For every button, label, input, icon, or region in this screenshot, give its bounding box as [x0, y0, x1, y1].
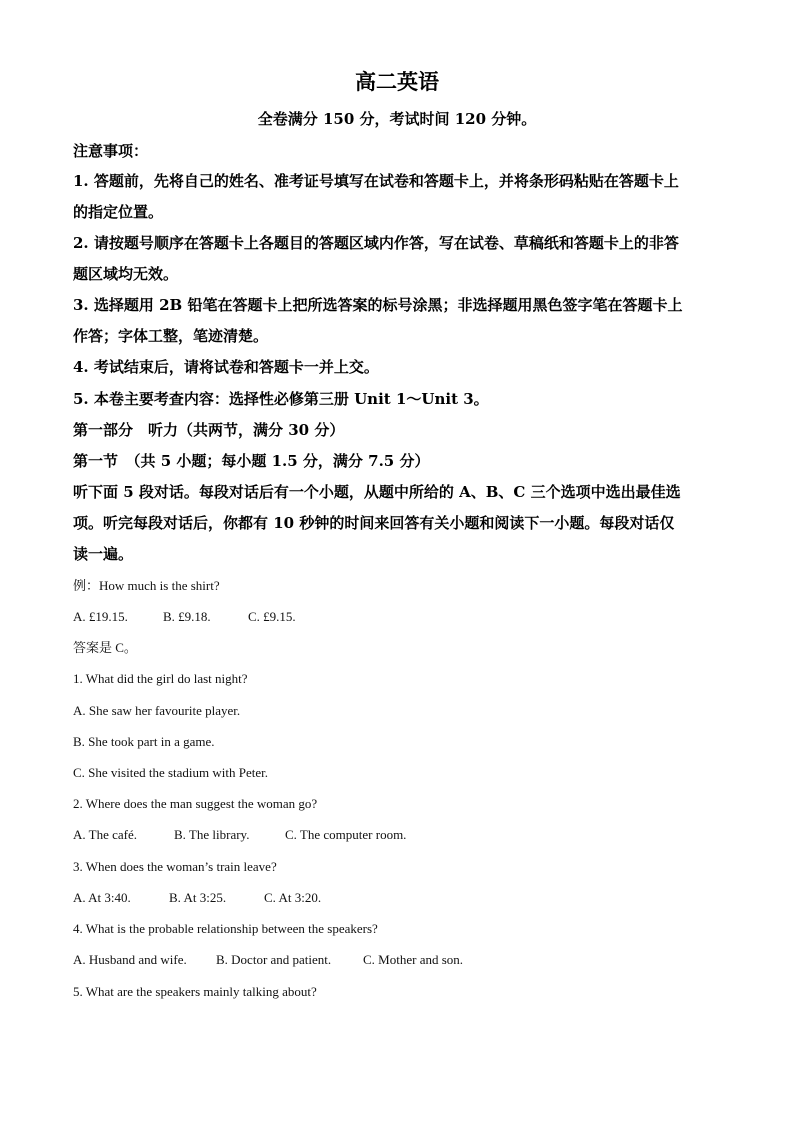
note-5: 5. 本卷主要考查内容：选择性必修第三册 Unit 1～Unit 3。 — [73, 390, 489, 408]
note-3-line-2: 作答；字体工整，笔迹清楚。 — [73, 327, 269, 345]
question-1: 1. What did the girl do last night? — [73, 671, 248, 686]
note-2-line-2: 题区域均无效。 — [73, 265, 179, 283]
question-2: 2. Where does the man suggest the woman go? — [73, 796, 318, 811]
question-4: 4. What is the probable relationship between the speakers? — [73, 921, 378, 936]
question-4-option-c: C. Mother and son. — [363, 952, 464, 967]
note-1-line-1: 1. 答题前，先将自己的姓名、准考证号填写在试卷和答题卡上，并将条形码粘贴在答题卡上 — [73, 172, 679, 190]
example-option-a: A. £19.15. — [73, 609, 128, 624]
page-title: 高二英语 — [355, 69, 439, 94]
instructions-line-3: 读一遍。 — [73, 545, 134, 563]
question-3-option-c: C. At 3:20. — [264, 890, 322, 905]
instructions-line-2: 项。听完每段对话后，你都有 10 秒钟的时间来回答有关小题和阅读下一小题。每段对话仅 — [73, 514, 675, 532]
note-2-line-1: 2. 请按题号顺序在答题卡上各题目的答题区域内作答，写在试卷、草稿纸和答题卡上的非答 — [73, 234, 679, 252]
question-5: 5. What are the speakers mainly talking about? — [73, 984, 317, 999]
question-4-option-a: A. Husband and wife. — [73, 952, 187, 967]
example-option-b: B. £9.18. — [163, 609, 211, 624]
question-3: 3. When does the woman’s train leave? — [73, 859, 277, 874]
question-2-option-a: A. The café. — [73, 827, 138, 842]
question-4-option-b: B. Doctor and patient. — [216, 952, 332, 967]
question-3-option-a: A. At 3:40. — [73, 890, 131, 905]
question-2-option-b: B. The library. — [174, 827, 250, 842]
note-1-line-2: 的指定位置。 — [73, 203, 164, 221]
example-option-c: C. £9.15. — [248, 609, 296, 624]
example-question: 例：How much is the shirt? — [73, 578, 220, 593]
example-options — [73, 608, 733, 626]
section-1-heading: 第一节 （共 5 小题；每小题 1.5 分，满分 7.5 分） — [73, 452, 430, 470]
notes-heading: 注意事项： — [73, 142, 149, 160]
note-4: 4. 考试结束后，请将试卷和答题卡一并上交。 — [73, 358, 379, 376]
question-1-option-a: A. She saw her favourite player. — [73, 703, 241, 718]
example-answer: 答案是 C。 — [73, 640, 137, 655]
question-1-option-b: B. She took part in a game. — [73, 734, 215, 749]
note-3-line-1: 3. 选择题用 2B 铅笔在答题卡上把所选答案的标号涂黑；非选择题用黑色签字笔在答题卡上 — [73, 296, 683, 314]
question-2-options — [73, 826, 733, 844]
question-4-options — [73, 951, 733, 969]
instructions-line-1: 听下面 5 段对话。每段对话后有一个小题，从题中所给的 A、B、C 三个选项中选出最佳选 — [73, 483, 681, 501]
question-2-option-c: C. The computer room. — [285, 827, 407, 842]
question-3-option-b: B. At 3:25. — [169, 890, 227, 905]
part-1-heading: 第一部分 听力（共两节，满分 30 分） — [73, 421, 345, 439]
question-1-option-c: C. She visited the stadium with Peter. — [73, 765, 268, 780]
question-3-options — [73, 889, 733, 907]
exam-subtitle: 全卷满分 150 分，考试时间 120 分钟。 — [257, 110, 537, 128]
